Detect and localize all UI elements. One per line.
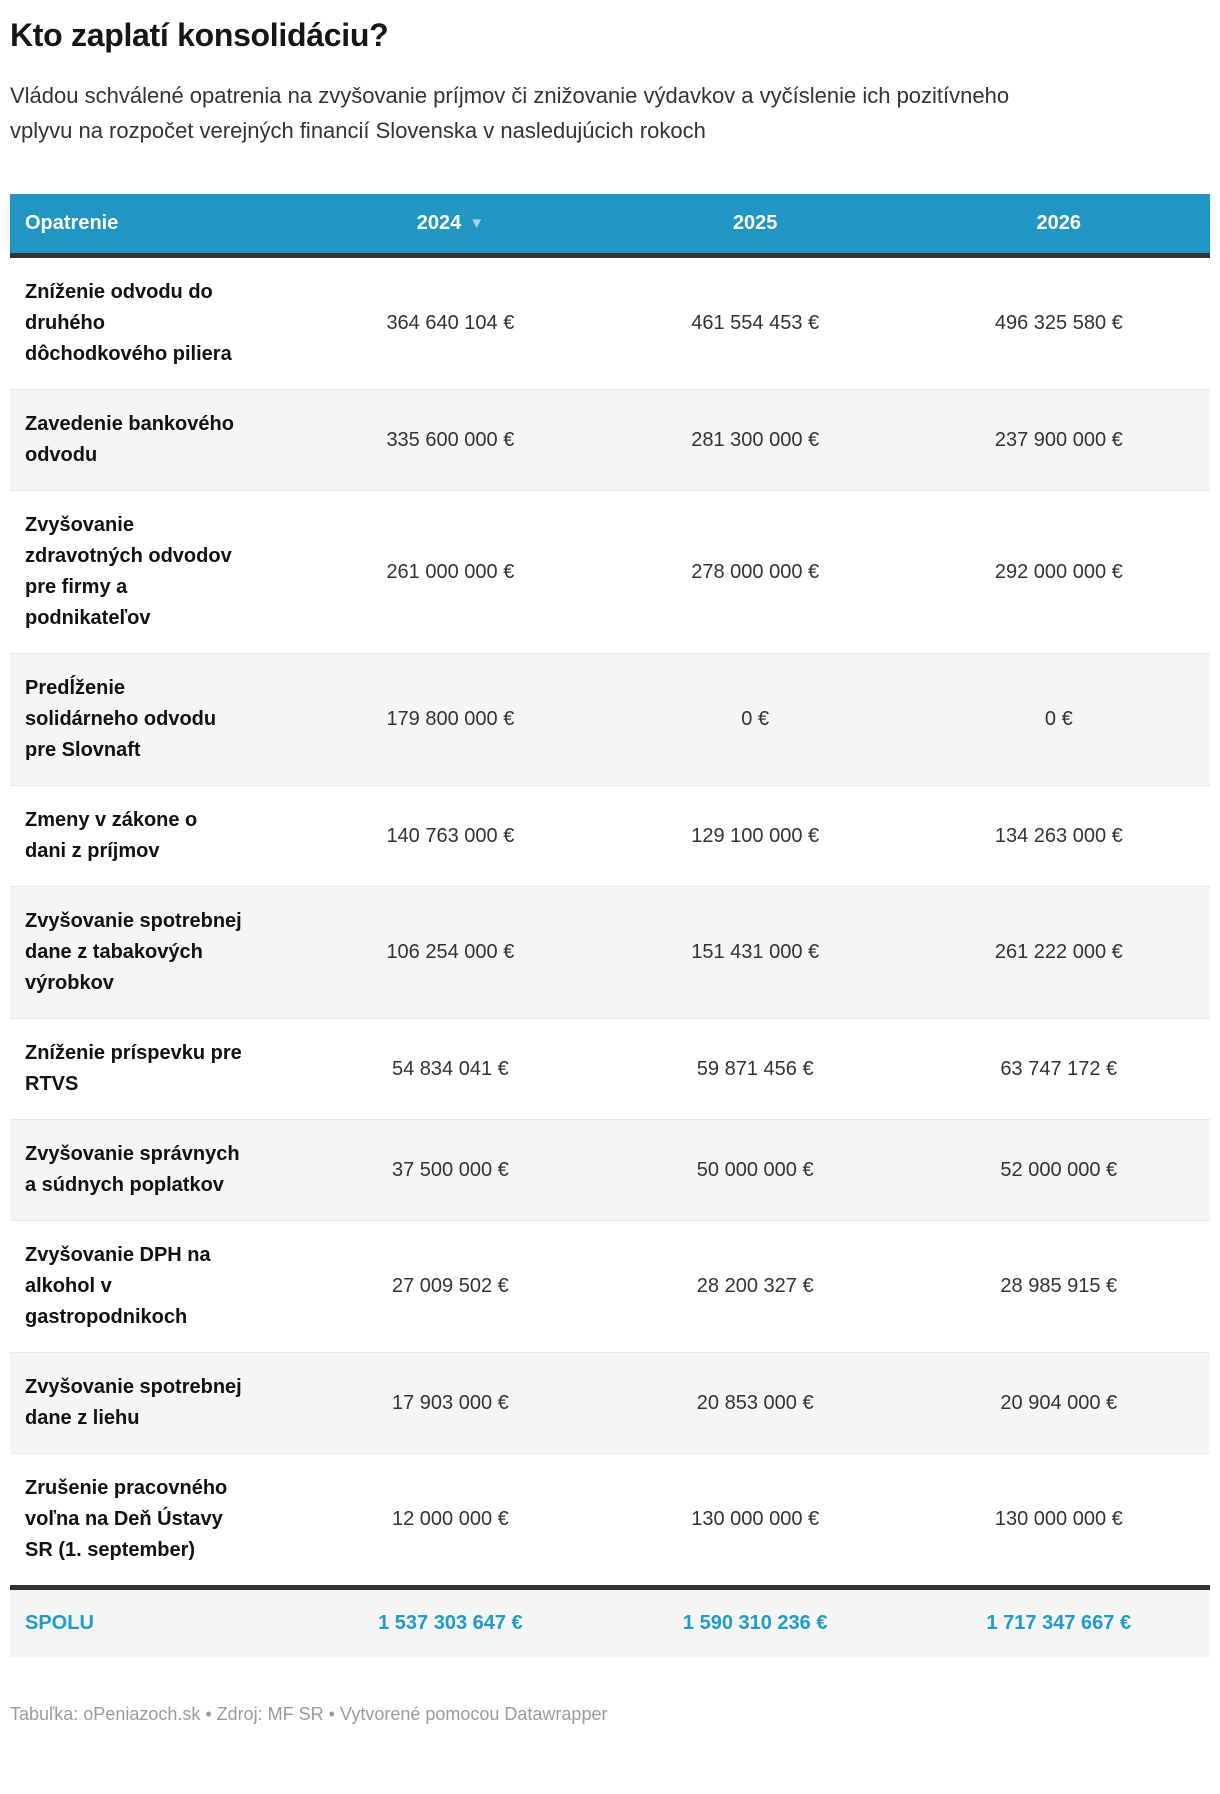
measure-name: Zníženie príspevku pre RTVS — [25, 1042, 242, 1095]
table-row — [10, 786, 1210, 887]
table-header-row — [10, 194, 1210, 256]
column-header-label: 2024 — [416, 212, 462, 234]
page-title: Kto zaplatí konsolidáciu? — [10, 17, 389, 53]
table-row — [10, 1120, 1210, 1221]
table-row — [10, 1019, 1210, 1120]
value-2026: 52 000 000 € — [1000, 1158, 1118, 1181]
table-row — [10, 887, 1210, 1019]
column-header-label: Opatrenie — [25, 212, 119, 234]
value-2024: 27 009 502 € — [392, 1275, 509, 1297]
measure-name: Zvyšovanie spotrebnej dane z liehu — [25, 1376, 242, 1429]
value-2024: 17 903 000 € — [392, 1391, 509, 1414]
chart-subtitle: Vládou schválené opatrenia na zvyšovanie príjmov či znižovanie výdavkov a vyčíslenie ich pozitívneho vplyvu na rozpočet verejných financií Slovenska v nasledujúcich rokoch — [10, 83, 1010, 143]
value-2024: 12 000 000 € — [392, 1508, 509, 1530]
value-2024: 335 600 000 € — [386, 428, 515, 451]
value-2024: 364 640 104 € — [386, 312, 515, 334]
total-value-2024: 1 537 303 647 € — [298, 1588, 603, 1658]
value-2025: 151 431 000 € — [691, 941, 820, 963]
table-row — [10, 1353, 1210, 1454]
value-2025: 461 554 453 € — [691, 312, 820, 334]
data-table — [10, 194, 1210, 1657]
measure-name: Zrušenie pracovného voľna na Deň Ústavy SR (1. september) — [25, 1477, 228, 1561]
measure-name: Zvyšovanie správnych a súdnych poplatkov — [25, 1143, 240, 1196]
value-2024: 179 800 000 € — [386, 708, 515, 730]
value-2025: 278 000 000 € — [691, 560, 820, 583]
value-2026: 134 263 000 € — [994, 824, 1123, 847]
attribution-line: Tabuľka: oPeniazoch.sk • Zdroj: MF SR • Vytvorené pomocou Datawrapper — [10, 1704, 608, 1724]
value-2026: 20 904 000 € — [1000, 1391, 1118, 1414]
value-2024: 37 500 000 € — [392, 1158, 509, 1181]
measure-name: Zvyšovanie zdravotných odvodov pre firmy a podnikateľov — [25, 514, 232, 629]
table-row — [10, 390, 1210, 491]
value-2026: 63 747 172 € — [1000, 1057, 1118, 1080]
table-row — [10, 491, 1210, 654]
column-header-opatrenie[interactable] — [10, 194, 298, 256]
column-header-label: 2025 — [732, 212, 778, 234]
value-2026: 28 985 915 € — [1000, 1275, 1118, 1297]
table-row — [10, 1454, 1210, 1588]
column-header-2025[interactable] — [603, 194, 908, 256]
sort-descending-icon: ▼ — [469, 215, 485, 232]
value-2025: 0 € — [741, 708, 770, 730]
measure-name: Zmeny v zákone o dani z príjmov — [25, 809, 198, 862]
measure-name: Predĺženie solidárneho odvodu pre Slovnaft — [25, 677, 217, 761]
value-2025: 59 871 456 € — [696, 1057, 814, 1080]
total-value-2025: 1 590 310 236 € — [603, 1588, 908, 1658]
value-2026: 237 900 000 € — [994, 428, 1123, 451]
total-label: SPOLU — [10, 1588, 298, 1658]
value-2025: 28 200 327 € — [696, 1275, 814, 1297]
value-2025: 20 853 000 € — [696, 1391, 814, 1414]
measure-name: Zvyšovanie spotrebnej dane z tabakových výrobkov — [25, 910, 242, 994]
value-2024: 261 000 000 € — [386, 560, 515, 583]
total-value-2026: 1 717 347 667 € — [908, 1588, 1210, 1658]
value-2026: 496 325 580 € — [994, 312, 1123, 334]
value-2026: 261 222 000 € — [994, 941, 1123, 963]
value-2025: 129 100 000 € — [691, 824, 820, 847]
total-row — [10, 1588, 1210, 1658]
table-row — [10, 654, 1210, 786]
value-2024: 54 834 041 € — [392, 1057, 509, 1080]
measure-name: Zníženie odvodu do druhého dôchodkového piliera — [25, 281, 232, 365]
measure-name: Zvyšovanie DPH na alkohol v gastropodnikoch — [25, 1244, 211, 1328]
value-2024: 106 254 000 € — [386, 941, 515, 963]
value-2024: 140 763 000 € — [386, 824, 515, 847]
value-2025: 281 300 000 € — [691, 428, 820, 451]
value-2026: 292 000 000 € — [994, 560, 1123, 583]
column-header-2024[interactable] — [298, 194, 603, 256]
column-header-label: 2026 — [1036, 212, 1082, 234]
table-row — [10, 1221, 1210, 1353]
measure-name: Zavedenie bankového odvodu — [25, 413, 234, 466]
table-row — [10, 256, 1210, 390]
value-2026: 130 000 000 € — [994, 1508, 1123, 1530]
value-2025: 130 000 000 € — [691, 1508, 820, 1530]
value-2025: 50 000 000 € — [696, 1158, 814, 1181]
column-header-2026[interactable] — [908, 194, 1210, 256]
value-2026: 0 € — [1044, 708, 1073, 730]
